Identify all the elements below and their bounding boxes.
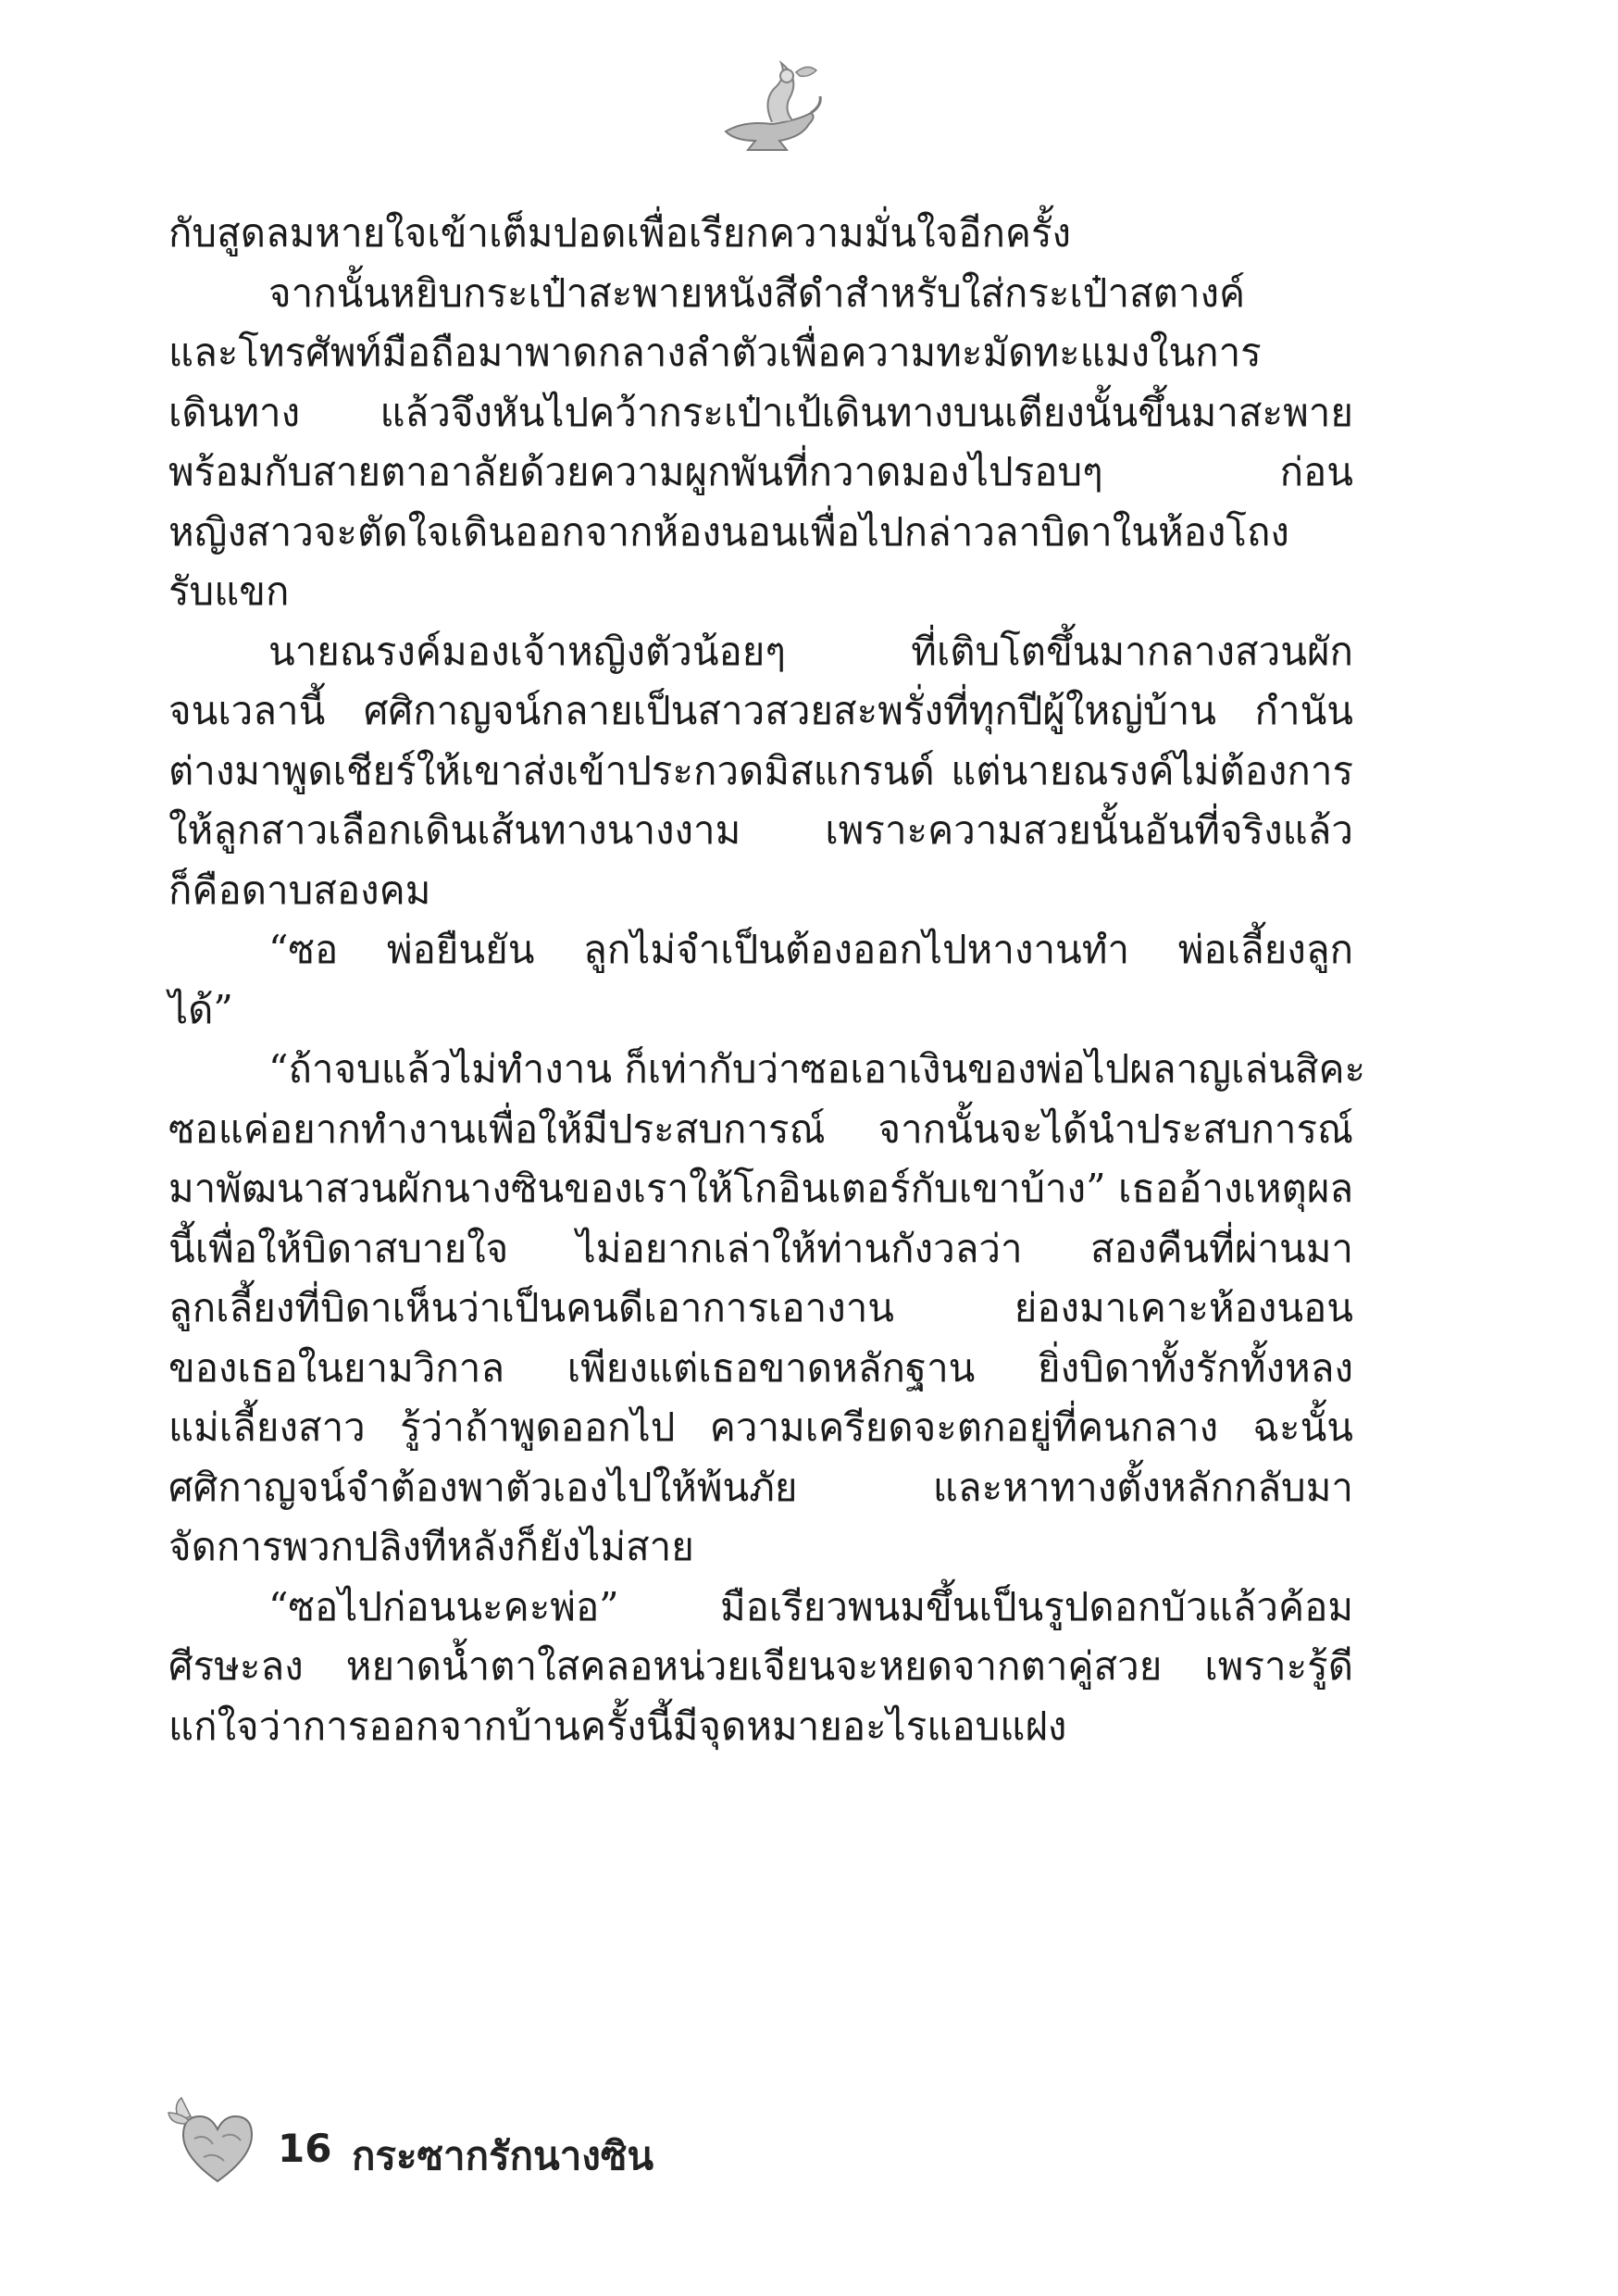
- text-line: พร้อมกับสายตาอาลัยด้วยความผูกพันที่กวาดมองไปรอบๆ ก่อน: [168, 449, 1353, 494]
- text-line: นี้เพื่อให้บิดาสบายใจ ไม่อยากเล่าให้ท่านกังวลว่า สองคืนที่ผ่านมา: [168, 1225, 1353, 1271]
- text-line: ให้ลูกสาวเลือกเดินเส้นทางนางงาม เพราะความสวยนั้นอันที่จริงแล้ว: [168, 807, 1353, 853]
- page-number: 16: [278, 2126, 332, 2171]
- text-line: ต่างมาพูดเชียร์ให้เขาส่งเข้าประกวดมิสแกรนด์ แต่นายณรงค์ไม่ต้องการ: [168, 747, 1353, 793]
- page-footer: [167, 2092, 1092, 2203]
- text-line: รับแขก: [168, 568, 290, 614]
- text-line: นายณรงค์มองเจ้าหญิงตัวน้อยๆ ที่เติบโตขึ้นมากลางสวนผัก: [268, 628, 1353, 674]
- text-line: แก่ใจว่าการออกจากบ้านครั้งนี้มีจุดหมายอะไรแอบแฝง: [168, 1703, 1067, 1749]
- text-line: เดินทาง แล้วจึงหันไปคว้ากระเป๋าเป้เดินทางบนเตียงนั้นขึ้นมาสะพาย: [168, 389, 1353, 435]
- text-line: ของเธอในยามวิกาล เพียงแต่เธอขาดหลักฐาน ยิ่งบิดาทั้งรักทั้งหลง: [168, 1344, 1353, 1391]
- text-line: ลูกเลี้ยงที่บิดาเห็นว่าเป็นคนดีเอาการเอางาน ย่องมาเคาะห้องนอน: [168, 1285, 1353, 1330]
- text-line: “ถ้าจบแล้วไม่ทำงาน ก็เท่ากับว่าซอเอาเงินของพ่อไปผลาญเล่นสิคะ: [268, 1046, 1366, 1092]
- text-line: ได้”: [168, 986, 233, 1032]
- text-line: จัดการพวกปลิงทีหลังก็ยังไม่สาย: [168, 1524, 694, 1569]
- text-line: กับสูดลมหายใจเข้าเต็มปอดเพื่อเรียกความมั่นใจอีกครั้ง: [168, 210, 1072, 256]
- text-line: “ซอไปก่อนนะคะพ่อ” มือเรียวพนมขึ้นเป็นรูปดอกบัวแล้วค้อม: [268, 1583, 1353, 1629]
- text-line: “ซอ พ่อยืนยัน ลูกไม่จำเป็นต้องออกไปหางานทำ พ่อเลี้ยงลูก: [268, 927, 1353, 972]
- text-line: ศศิกาญจน์จำต้องพาตัวเองไปให้พ้นภัย และหาทางตั้งหลักกลับมา: [168, 1464, 1353, 1510]
- text-line: ก็คือดาบสองคม: [168, 867, 431, 913]
- heart-vegetable-icon: [167, 2092, 268, 2194]
- text-line: ศีรษะลง หยาดน้ำตาใสคลอหน่วยเจียนจะหยดจากตาคู่สวย เพราะรู้ดี: [168, 1643, 1353, 1689]
- text-line: หญิงสาวจะตัดใจเดินออกจากห้องนอนเพื่อไปกล่าวลาบิดาในห้องโถง: [168, 508, 1289, 555]
- text-line: มาพัฒนาสวนผักนางซินของเราให้โกอินเตอร์กับเขาบ้าง” เธออ้างเหตุผล: [168, 1166, 1354, 1211]
- text-line: ซอแค่อยากทำงานเพื่อให้มีประสบการณ์ จากนั้นจะได้นำประสบการณ์: [168, 1105, 1353, 1152]
- text-line: จนเวลานี้ ศศิกาญจน์กลายเป็นสาวสวยสะพรั่งที่ทุกปีผู้ใหญ่บ้าน กำนัน: [168, 688, 1353, 733]
- body-text: [168, 204, 1366, 1756]
- text-line: จากนั้นหยิบกระเป๋าสะพายหนังสีดำสำหรับใส่กระเป๋าสตางค์: [268, 269, 1246, 316]
- text-line: แม่เลี้ยงสาว รู้ว่าถ้าพูดออกไป ความเครียดจะตกอยู่ที่คนกลาง ฉะนั้น: [168, 1404, 1353, 1450]
- text-line: และโทรศัพท์มือถือมาพาดกลางลำตัวเพื่อความทะมัดทะแมงในการ: [168, 330, 1262, 375]
- book-title: กระซากรักนางซิน: [352, 2133, 654, 2178]
- genie-lamp-icon: [707, 56, 828, 157]
